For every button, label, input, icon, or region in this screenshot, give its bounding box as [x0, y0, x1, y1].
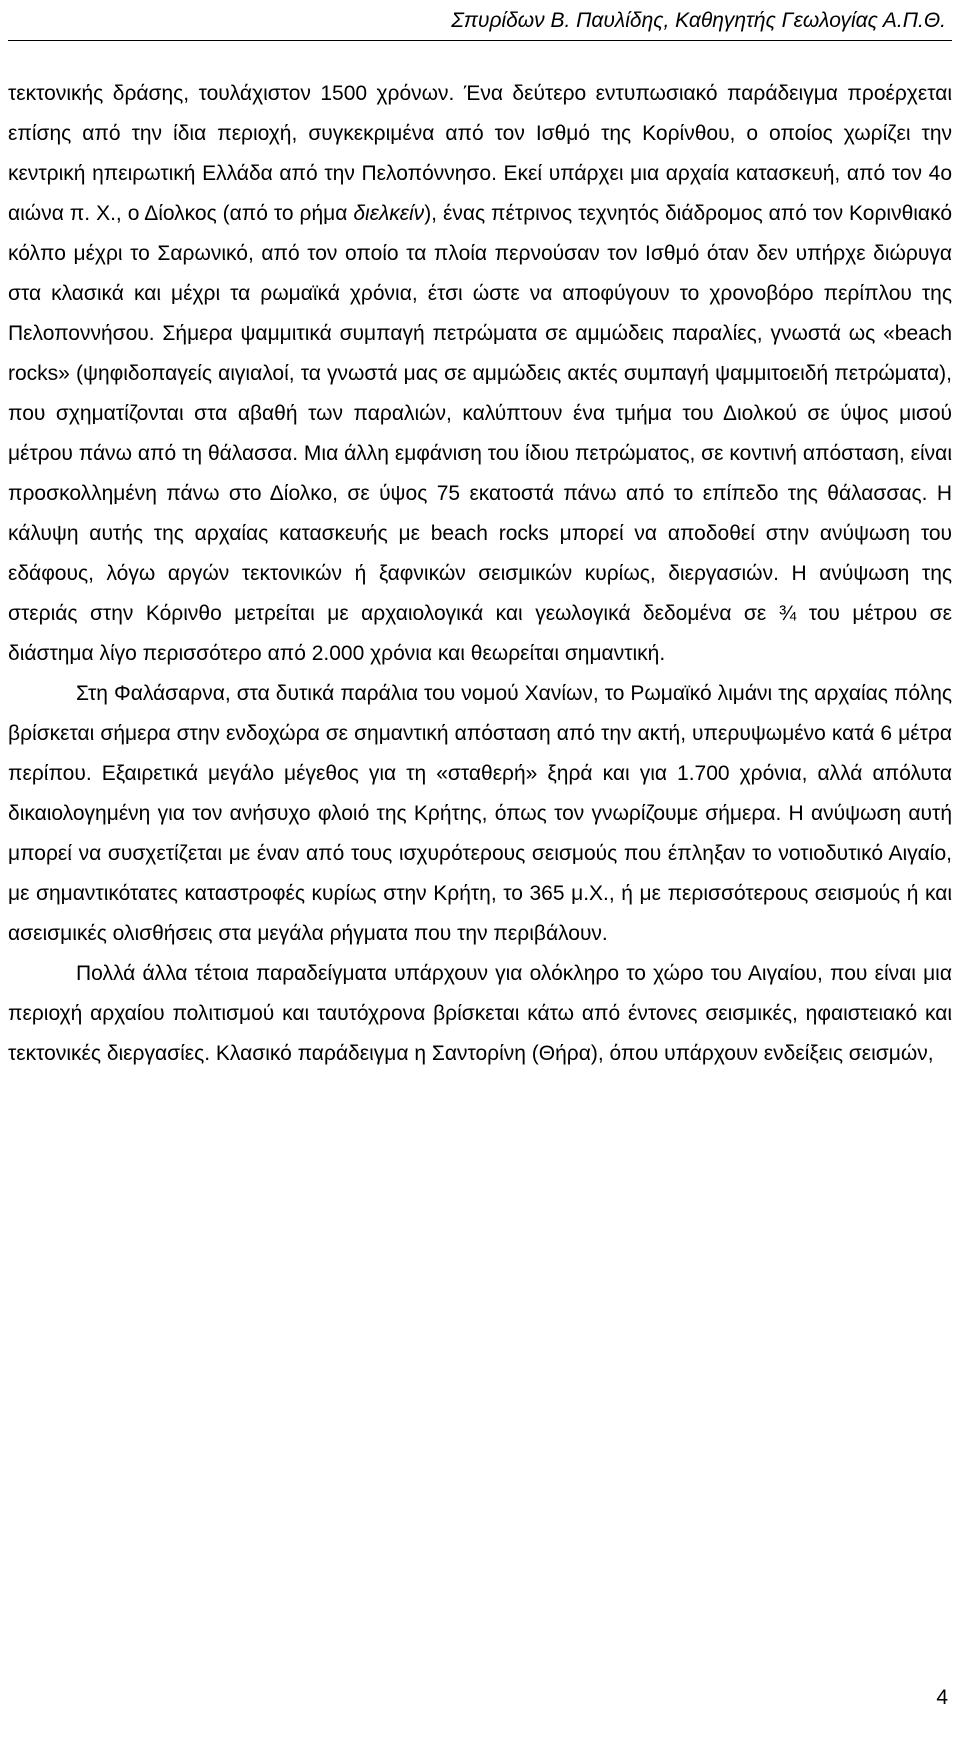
page-header: [451, 8, 946, 34]
header-divider: [8, 40, 952, 41]
body-text: [8, 74, 952, 1074]
paragraph-1-text-before: τεκτονικής δράσης, τουλάχιστον 1500 χρόνων. Ένα δεύτερο εντυπωσιακό παράδειγμα προέρχεται επίσης από την ίδια περιοχή, συγκεκριμένα από τον Ισθμό της Κορίνθου, ο οποίος χωρίζει την κεντρική ηπειρωτική Ελλάδα από την Πελοπόννησο. Εκεί υπάρχει μια αρχαία κατασκευή, από τον 4ο αιώνα π. Χ., ο Δίολκος (από το ρήμα: [8, 82, 952, 225]
paragraph-1: [8, 74, 952, 674]
page-number: 4: [936, 1686, 948, 1709]
paragraph-3: Πολλά άλλα τέτοια παραδείγματα υπάρχουν για ολόκληρο το χώρο του Αιγαίου, που είναι μια περιοχή αρχαίου πολιτισμού και ταυτόχρονα βρίσκεται κάτω από έντονες σεισμικές, ηφαιστειακό και τεκτονικές διεργασίες. Κλασικό παράδειγμα η Σαντορίνη (Θήρα), όπου υπάρχουν ενδείξεις σεισμών,: [8, 962, 952, 1065]
paragraph-1-emphasis: διελκείν: [353, 202, 425, 225]
paragraph-1-text-after: ), ένας πέτρινος τεχνητός διάδρομος από τον Κορινθιακό κόλπο μέχρι το Σαρωνικό, από τον οποίο τα πλοία περνούσαν τον Ισθμό όταν δεν υπήρχε διώρυγα στα κλασικά και μέχρι τα ρωμαϊκά χρόνια, έτσι ώστε να αποφύγουν το χρονοβόρο περίπλου της Πελοποννήσου. Σήμερα ψαμμιτικά συμπαγή πετρώματα σε αμμώδεις παραλίες, γνωστά ως «beach rocks» (ψηφιδοπαγείς αιγιαλοί, τα γνωστά μας σε αμμώδεις ακτές συμπαγή ψαμμιτοειδή πετρώματα), που σχηματίζονται στα αβαθή των παραλιών, καλύπτουν ένα τμήμα του Διολκού σε ύψος μισού μέτρου πάνω από τη θάλασσα. Μια άλλη εμφάνιση του ίδιου πετρώματος, σε κοντινή απόσταση, είναι προσκολλημένη πάνω στο Δίολκο, σε ύψος 75 εκατοστά πάνω από το επίπεδο της θάλασσας. Η κάλυψη αυτής της αρχαίας κατασκευής με beach rocks μπορεί να αποδοθεί στην ανύψωση του εδάφους, λόγω αργών τεκτονικών ή ξαφνικών σεισμικών κυρίως, διεργασιών. Η ανύψωση της στεριάς στην Κόρινθο μετρείται με αρχαιολογικά και γεωλογικά δεδομένα σε ¾ του μέτρου σε διάστημα λίγο περισσότερο από 2.000 χρόνια και θεωρείται σημαντική.: [8, 202, 952, 665]
paragraph-2: Στη Φαλάσαρνα, στα δυτικά παράλια του νομού Χανίων, το Ρωμαϊκό λιμάνι της αρχαίας πόλης βρίσκεται σήμερα στην ενδοχώρα σε σημαντική απόσταση από την ακτή, υπερυψωμένο κατά 6 μέτρα περίπου. Εξαιρετικά μεγάλο μέγεθος για τη «σταθερή» ξηρά και για 1.700 χρόνια, αλλά απόλυτα δικαιολογημένη για τον ανήσυχο φλοιό της Κρήτης, όπως τον γνωρίζουμε σήμερα. Η ανύψωση αυτή μπορεί να συσχετίζεται με έναν από τους ισχυρότερους σεισμούς που έπληξαν το νοτιοδυτικό Αιγαίο, με σημαντικότατες καταστροφές κυρίως στην Κρήτη, το 365 μ.Χ., ή με περισσότερους σεισμούς ή και ασεισμικές ολισθήσεις στα μεγάλα ρήγματα που την περιβάλουν.: [8, 682, 952, 945]
header-author: Σπυρίδων Β. Παυλίδης, Καθηγητής Γεωλογίας Α.Π.Θ.: [451, 9, 946, 32]
